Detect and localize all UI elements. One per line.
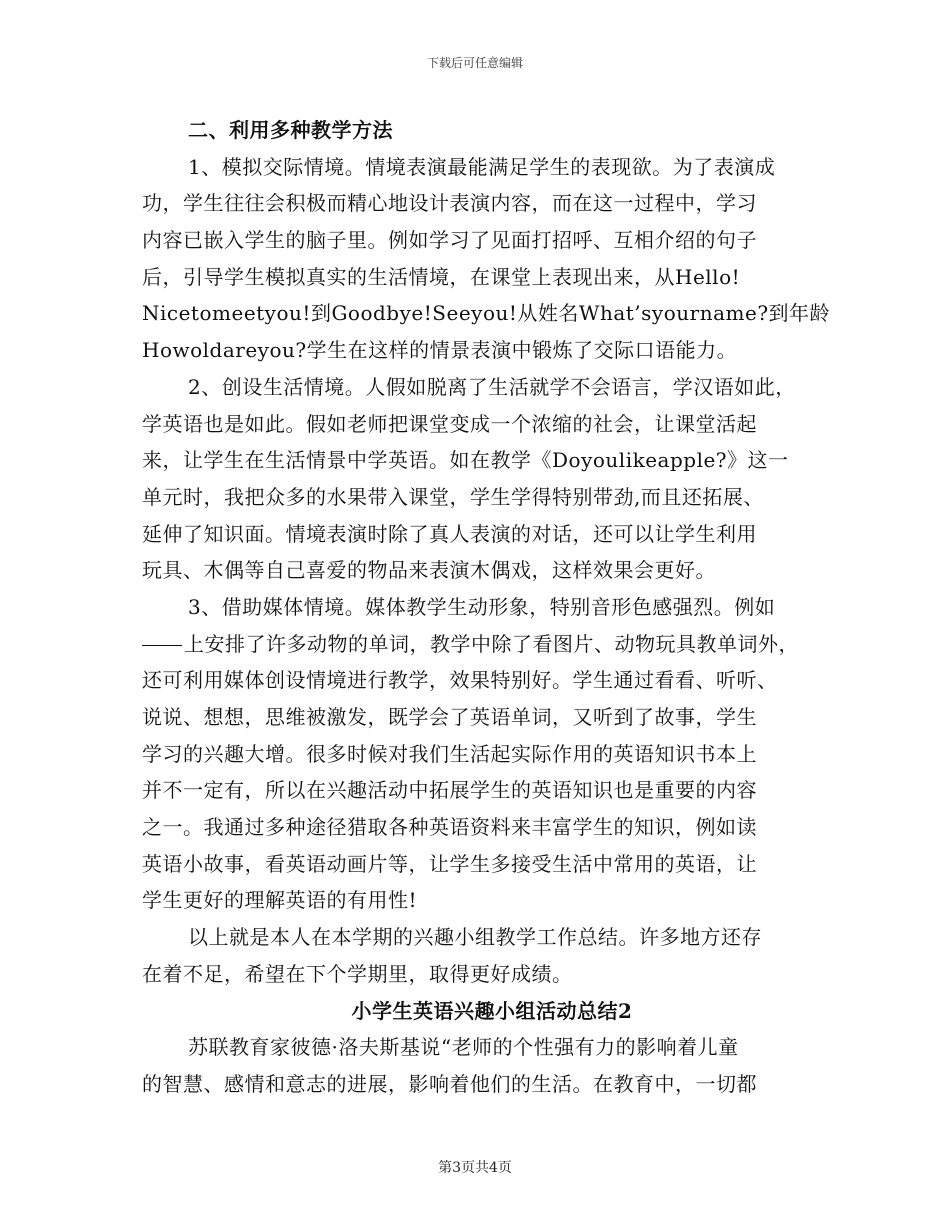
text-line: 在着不足，希望在下个学期里，取得更好成绩。 — [142, 961, 573, 986]
text-line: 1、模拟交际情境。情境表演最能满足学生的表现欲。为了表演成 — [188, 154, 776, 179]
text-line: 功，学生往往会积极而精心地设计表演内容，而在这一过程中，学习 — [142, 191, 757, 216]
text-line: 苏联教育家彼德·洛夫斯基说“老师的个性强有力的影响着儿童 — [188, 1035, 739, 1060]
text-line: 延伸了知识面。情境表演时除了真人表演的对话，还可以让学生利用 — [142, 521, 757, 546]
paragraph-4 — [142, 919, 822, 992]
paragraph-2 — [142, 369, 822, 589]
fill-in-blank — [142, 644, 182, 646]
text-line: 说说、想想，思维被激发，既学会了英语单词，又听到了故事，学生 — [142, 705, 757, 729]
text-line: 来，让学生在生活情景中学英语。如在教学《Doyoulikeapple?》这一 — [142, 448, 789, 473]
text-line: Howoldareyou?学生在这样的情景表演中锻炼了交际口语能力。 — [142, 338, 738, 363]
text-line: 学英语也是如此。假如老师把课堂变成一个浓缩的社会，让课堂活起 — [142, 411, 757, 436]
text-line: 以上就是本人在本学期的兴趣小组教学工作总结。许多地方还存 — [188, 925, 762, 950]
text-line: 玩具、木偶等自己喜爱的物品来表演木偶戏，这样效果会更好。 — [142, 558, 716, 583]
paragraph-3 — [142, 589, 822, 919]
text-line: 还可利用媒体创设情境进行教学，效果特别好。学生通过看看、听听、 — [142, 668, 778, 693]
text-line: 并不一定有，所以在兴趣活动中拓展学生的英语知识也是重要的内容 — [142, 778, 757, 803]
section-heading: 二、利用多种教学方法 — [188, 118, 393, 142]
page-number: 第3页共4页 — [438, 1160, 512, 1176]
text-line: 学习的兴趣大增。很多时候对我们生活起实际作用的英语知识书本上 — [142, 741, 757, 766]
text-line: 3、借助媒体情境。媒体教学生动形象，特别音形色感强烈。例如 — [188, 594, 776, 619]
article-title-2: 小学生英语兴趣小组活动总结2 — [351, 998, 633, 1023]
paragraph-5 — [142, 1029, 822, 1102]
text-line: 英语小故事，看英语动画片等，让学生多接受生活中常用的英语，让 — [142, 851, 757, 876]
text-line: 的智慧、感情和意志的进展，影响着他们的生活。在教育中，一切都 — [142, 1071, 757, 1096]
text-line-with-blank — [142, 626, 822, 663]
text-line-content: 上安排了许多动物的单词，教学中除了看图片、动物玩具教单词外， — [184, 631, 799, 656]
text-line: Nicetomeetyou!到Goodbye!Seeyou!从姓名What’syourname?到年龄 — [142, 301, 831, 326]
page-header: 下载后可任意编辑 — [426, 56, 523, 70]
text-line: 学生更好的理解英语的有用性! — [142, 888, 418, 913]
text-line: 后，引导学生模拟真实的生活情境，在课堂上表现出来，从Hello! — [142, 264, 741, 289]
document-body — [142, 112, 831, 1103]
text-line: 之一。我通过多种途径猎取各种英语资料来丰富学生的知识，例如读 — [142, 815, 757, 840]
text-line: 2、创设生活情境。人假如脱离了生活就学不会语言，学汉语如此， — [188, 374, 796, 399]
text-line: 内容已嵌入学生的脑子里。例如学习了见面打招呼、互相介绍的句子 — [142, 228, 757, 253]
paragraph-1 — [142, 149, 831, 369]
text-line: 单元时，我把众多的水果带入课堂，学生学得特别带劲,而且还拓展、 — [142, 484, 764, 509]
